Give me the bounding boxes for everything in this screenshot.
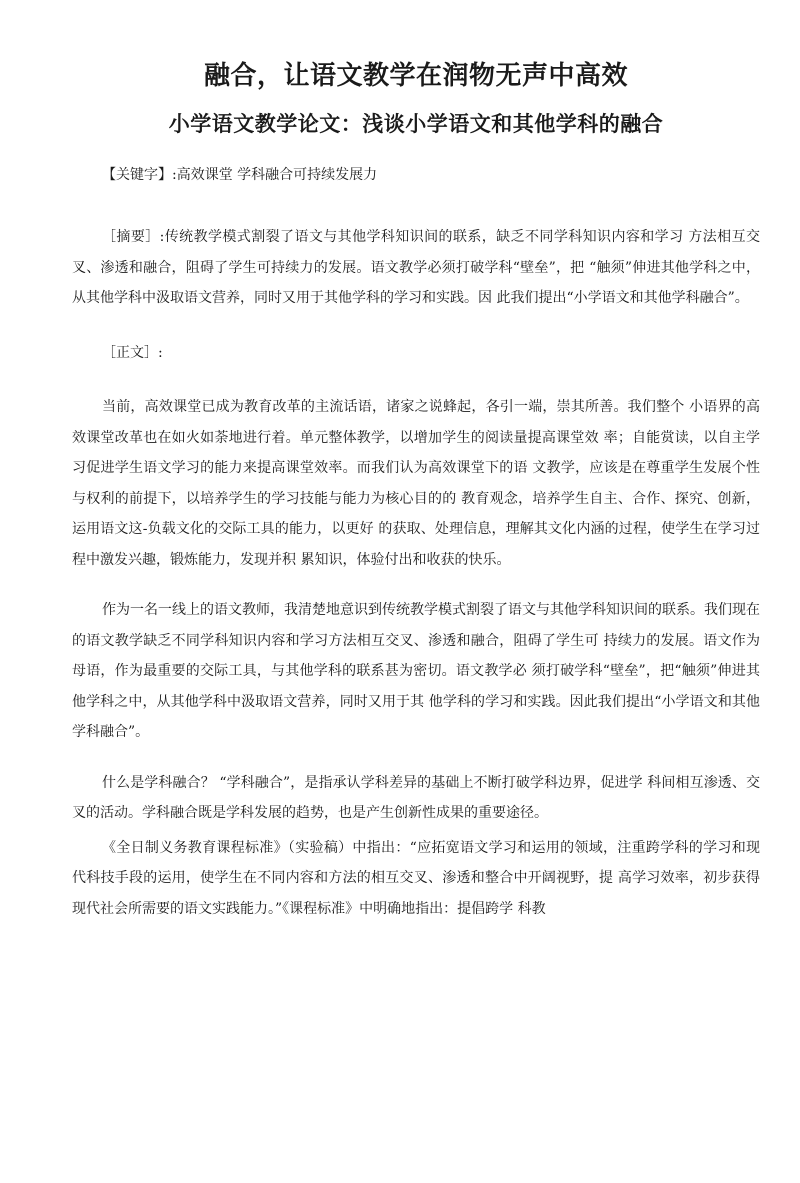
page-title: 融合，让语文教学在润物无声中高效 bbox=[203, 61, 628, 91]
body-paragraph: 当前，高效课堂已成为教育改革的主流话语，诸家之说蜂起，各引一端，崇其所善。我们整个 小语界的高效课堂改革也在如火如荼地进行着。单元整体教学，以增加学生的阅读量提高课堂效 率；自能赏读，以自主学习促进学生语文学习的能力来提高课堂效率。而我们认为高效课堂下的语 文教学，应该是在尊重学生发展个性与权利的前提下，以培养学生的学习技能与能力为核心目的的 教育观念，培养学生自主、合作、探究、创新，运用语文这-负载文化的交际工具的能力，以更好 的获取、处理信息，理解其文化内涵的过程，使学生在学习过程中激发兴趣，锻炼能力，发现并积 累知识，体验付出和收获的快乐。 bbox=[72, 399, 760, 568]
body-heading: ［正文］: bbox=[102, 344, 163, 361]
abstract-paragraph: ［摘要］:传统教学模式割裂了语文与其他学科知识间的联系，缺乏不同学科知识内容和学习 方法相互交叉、渗透和融合，阻碍了学生可持续力的发展。语文教学必须打破学科“壁垒”，把 “触须”伸进其他学科之中，从其他学科中汲取语文营养，同时又用于其他学科的学习和实践。因 此我们提出“小学语文和其他学科融合”。 bbox=[72, 229, 760, 306]
body-paragraph: 《全日制义务教育课程标准》（实验稿）中指出：“应拓宽语文学习和运用的领域，注重跨学科的学习和现代科技手段的运用，使学生在不同内容和方法的相互交叉、渗透和整合中开阔视野，提 高学习效率，初步获得现代社会所需要的语文实践能力。”《课程标准》中明确地指出：提倡跨学 科教 bbox=[72, 839, 760, 917]
body-paragraph: 什么是学科融合？ “学科融合”，是指承认学科差异的基础上不断打破学科边界，促进学 科间相互渗透、交叉的活动。学科融合既是学科发展的趋势，也是产生创新性成果的重要途径。 bbox=[72, 774, 760, 821]
body-paragraph: 作为一名一线上的语文教师，我清楚地意识到传统教学模式割裂了语文与其他学科知识间的联系。我们现在的语文教学缺乏不同学科知识内容和学习方法相互交叉、渗透和融合，阻碍了学生可 持续力的发展。语文作为母语，作为最重要的交际工具，与其他学科的联系甚为密切。语文教学必 须打破学科“壁垒”，把“触须”伸进其他学科之中，从其他学科中汲取语文营养，同时又用于其 他学科的学习和实践。因此我们提出“小学语文和其他学科融合”。 bbox=[72, 602, 760, 740]
keywords-line: 【关键字】:高效课堂 学科融合可持续发展力 bbox=[102, 167, 378, 183]
page-subtitle: 小学语文教学论文：浅谈小学语文和其他学科的融合 bbox=[168, 111, 664, 136]
